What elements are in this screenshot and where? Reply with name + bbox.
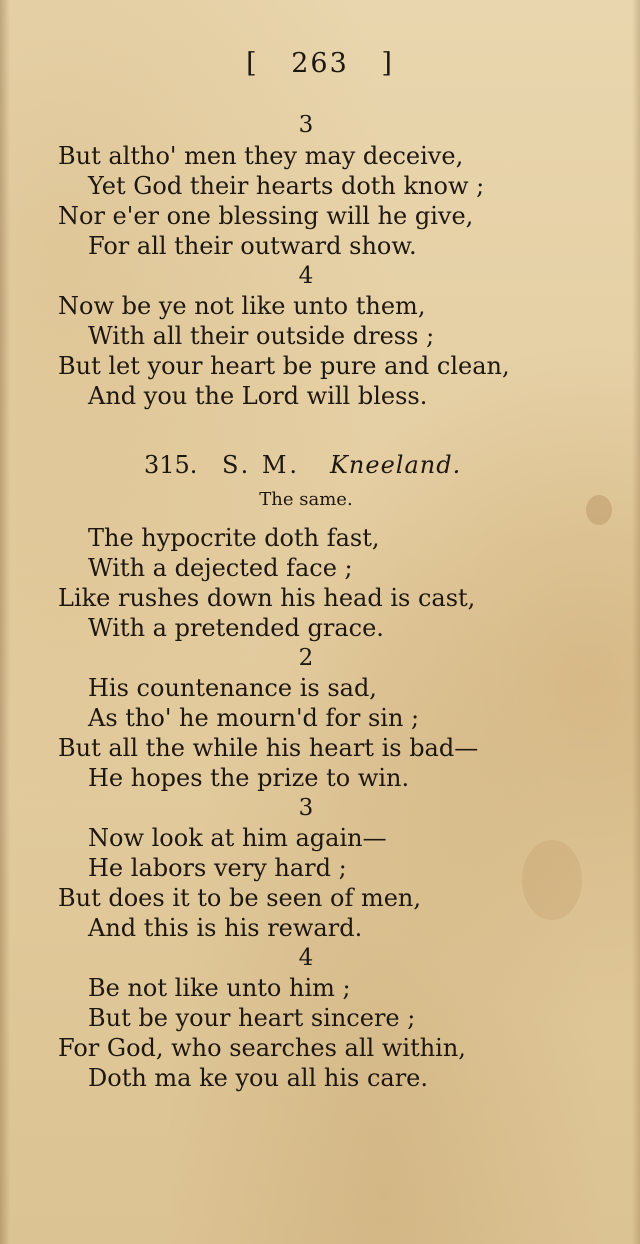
page-right-edge-shadow	[632, 0, 640, 1244]
verse-line: And you the Lord will bless.	[88, 382, 428, 410]
verse-line: For all their outward show.	[88, 232, 417, 260]
verse-line: Now look at him again—	[88, 824, 387, 852]
verse-line: As tho' he mourn'd for sin ;	[88, 704, 420, 732]
stanza-number: 3	[298, 795, 314, 821]
header-bracket-left: [	[246, 48, 259, 79]
page-left-edge-shadow	[0, 0, 10, 1244]
verse-line: His countenance is sad,	[88, 674, 377, 702]
verse-line: For God, who searches all within,	[58, 1034, 466, 1062]
verse-line: He hopes the prize to win.	[88, 764, 410, 792]
hymn-number: 315.	[144, 451, 198, 479]
verse-line: Be not like unto him ;	[88, 974, 351, 1002]
stanza-number: 4	[298, 945, 314, 971]
verse-line: The hypocrite doth fast,	[88, 524, 380, 552]
hymn-subtitle: The same.	[259, 489, 353, 510]
stanza-number: 3	[298, 112, 314, 138]
verse-line: Doth ma ke you all his care.	[88, 1064, 429, 1092]
verse-line: Yet God their hearts doth know ;	[88, 172, 485, 200]
verse-line: But altho' men they may deceive,	[58, 142, 464, 170]
verse-line: With all their outside dress ;	[88, 322, 435, 350]
verse-line: With a dejected face ;	[88, 554, 353, 582]
hymn-meter: S. M.	[222, 451, 301, 479]
verse-line: But be your heart sincere ;	[88, 1004, 416, 1032]
verse-line: But let your heart be pure and clean,	[58, 352, 510, 380]
hymn-tune: Kneeland.	[330, 451, 462, 479]
stanza-number: 2	[298, 645, 314, 671]
stanza-number: 4	[298, 263, 314, 289]
verse-line: Like rushes down his head is cast,	[58, 584, 476, 612]
verse-line: But does it to be seen of men,	[58, 884, 422, 912]
verse-line: But all the while his heart is bad—	[58, 734, 479, 762]
header-bracket-right: ]	[381, 48, 394, 79]
verse-line: He labors very hard ;	[88, 854, 347, 882]
page-header	[0, 48, 640, 79]
verse-line: Nor e'er one blessing will he give,	[58, 202, 474, 230]
verse-line: With a pretended grace.	[88, 614, 384, 642]
verse-line: And this is his reward.	[88, 914, 363, 942]
verse-line: Now be ye not like unto them,	[58, 292, 426, 320]
page-number: 263	[291, 48, 349, 79]
paper-stain	[522, 840, 582, 920]
